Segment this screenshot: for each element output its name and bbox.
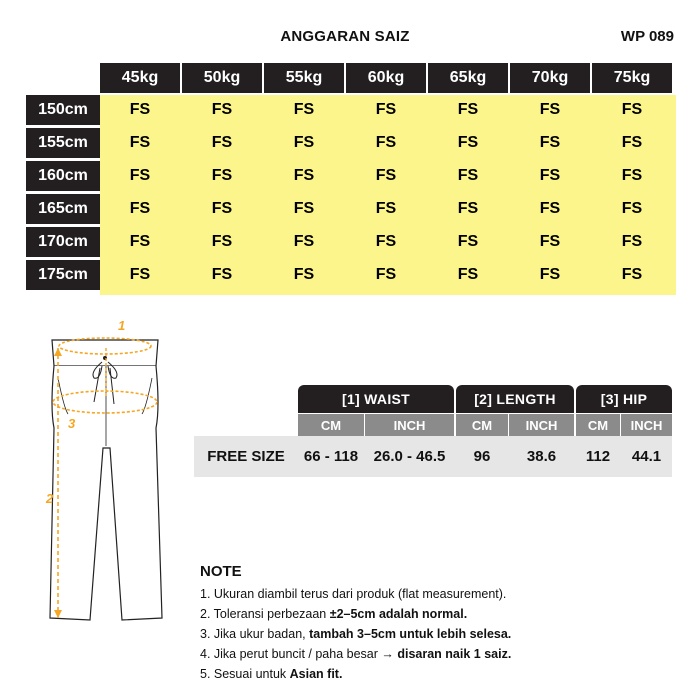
note-item [200, 584, 680, 604]
waist-inch-header: INCH [365, 414, 454, 436]
length-cm-header: CM [456, 414, 508, 436]
size-cell: FS [129, 167, 151, 184]
size-grid [26, 60, 676, 296]
note-text: 1. Ukuran diambil terus dari produk (flat measurement). [200, 587, 507, 601]
size-cell: FS [457, 266, 479, 283]
size-cell: FS [211, 167, 233, 184]
size-cell: FS [129, 233, 151, 250]
size-cell: FS [621, 101, 643, 118]
note-emphasis: Asian fit. [289, 667, 343, 681]
size-cell: FS [129, 200, 151, 217]
length-inch-value: 38.6 [526, 448, 557, 465]
size-cell: FS [457, 101, 479, 118]
page-title: ANGGARAN SAIZ [280, 28, 410, 45]
weight-header: 45kg [100, 63, 180, 93]
size-cell: FS [457, 233, 479, 250]
size-cell: FS [539, 101, 561, 118]
size-cell: FS [293, 101, 315, 118]
size-cell: FS [621, 233, 643, 250]
size-cell: FS [293, 167, 315, 184]
notes-section [200, 563, 680, 684]
weight-header: 75kg [592, 63, 672, 93]
waist-cm-value: 66 - 118 [303, 448, 359, 465]
note-text: 2. Toleransi perbezaan [200, 607, 330, 621]
label-waist: 1 [118, 318, 126, 333]
height-header: 155cm [26, 128, 100, 158]
hip-cm-header: CM [576, 414, 620, 436]
size-cell: FS [539, 134, 561, 151]
measurement-table [194, 385, 672, 477]
weight-header: 70kg [510, 63, 590, 93]
note-item [200, 604, 680, 624]
size-cell: FS [375, 101, 397, 118]
size-cell: FS [457, 134, 479, 151]
hip-inch-value: 44.1 [631, 448, 662, 465]
size-cell: FS [293, 233, 315, 250]
product-code: WP 089 [620, 28, 674, 45]
size-cell: FS [457, 200, 479, 217]
size-cell: FS [211, 200, 233, 217]
size-cell: FS [375, 266, 397, 283]
pants-illustration [30, 318, 180, 638]
hip-inch-header: INCH [621, 414, 672, 436]
size-cell: FS [539, 200, 561, 217]
label-length: 2 [46, 491, 54, 506]
pants-drawing [30, 318, 180, 638]
weight-header: 50kg [182, 63, 262, 93]
height-header: 170cm [26, 227, 100, 257]
size-cell: FS [539, 266, 561, 283]
size-cell: FS [293, 200, 315, 217]
length-inch-header: INCH [509, 414, 574, 436]
size-cell: FS [621, 200, 643, 217]
waist-cm-header: CM [298, 414, 364, 436]
note-text: 4. Jika perut buncit / paha besar → [200, 647, 398, 661]
size-cell: FS [211, 134, 233, 151]
size-cell: FS [375, 134, 397, 151]
height-header: 175cm [26, 260, 100, 290]
size-cell: FS [621, 266, 643, 283]
free-size-label: FREE SIZE [207, 448, 285, 465]
size-cell: FS [293, 266, 315, 283]
size-cell: FS [375, 167, 397, 184]
hip-cm-value: 112 [585, 448, 611, 465]
size-cell: FS [539, 167, 561, 184]
size-cell: FS [293, 134, 315, 151]
note-text: 5. Sesuai untuk [200, 667, 290, 681]
size-cell: FS [621, 134, 643, 151]
note-emphasis: tambah 3–5cm untuk lebih selesa. [309, 627, 512, 641]
note-emphasis: disaran naik 1 saiz. [397, 647, 512, 661]
note-item [200, 664, 680, 684]
height-header: 150cm [26, 95, 100, 125]
waist-inch-value: 26.0 - 46.5 [373, 448, 446, 465]
waist-header: [1] WAIST [298, 385, 454, 413]
weight-header: 65kg [428, 63, 508, 93]
size-cell: FS [621, 167, 643, 184]
hip-header: [3] HIP [576, 385, 672, 413]
size-cell: FS [211, 101, 233, 118]
length-header: [2] LENGTH [456, 385, 574, 413]
notes-title: NOTE [200, 563, 242, 580]
note-emphasis: ±2–5cm adalah normal. [329, 607, 468, 621]
notes-list [200, 584, 680, 684]
size-cell: FS [129, 101, 151, 118]
size-cell: FS [129, 134, 151, 151]
weight-header: 60kg [346, 63, 426, 93]
size-cell: FS [375, 233, 397, 250]
size-cell: FS [375, 200, 397, 217]
size-cell: FS [211, 266, 233, 283]
note-text: 3. Jika ukur badan, [200, 627, 310, 641]
size-cell: FS [129, 266, 151, 283]
size-cell: FS [457, 167, 479, 184]
label-hip: 3 [68, 416, 76, 431]
note-item [200, 624, 680, 644]
height-header: 160cm [26, 161, 100, 191]
size-cell: FS [539, 233, 561, 250]
note-item [200, 644, 680, 664]
size-cell: FS [211, 233, 233, 250]
length-cm-value: 96 [473, 448, 491, 465]
weight-header: 55kg [264, 63, 344, 93]
height-header: 165cm [26, 194, 100, 224]
